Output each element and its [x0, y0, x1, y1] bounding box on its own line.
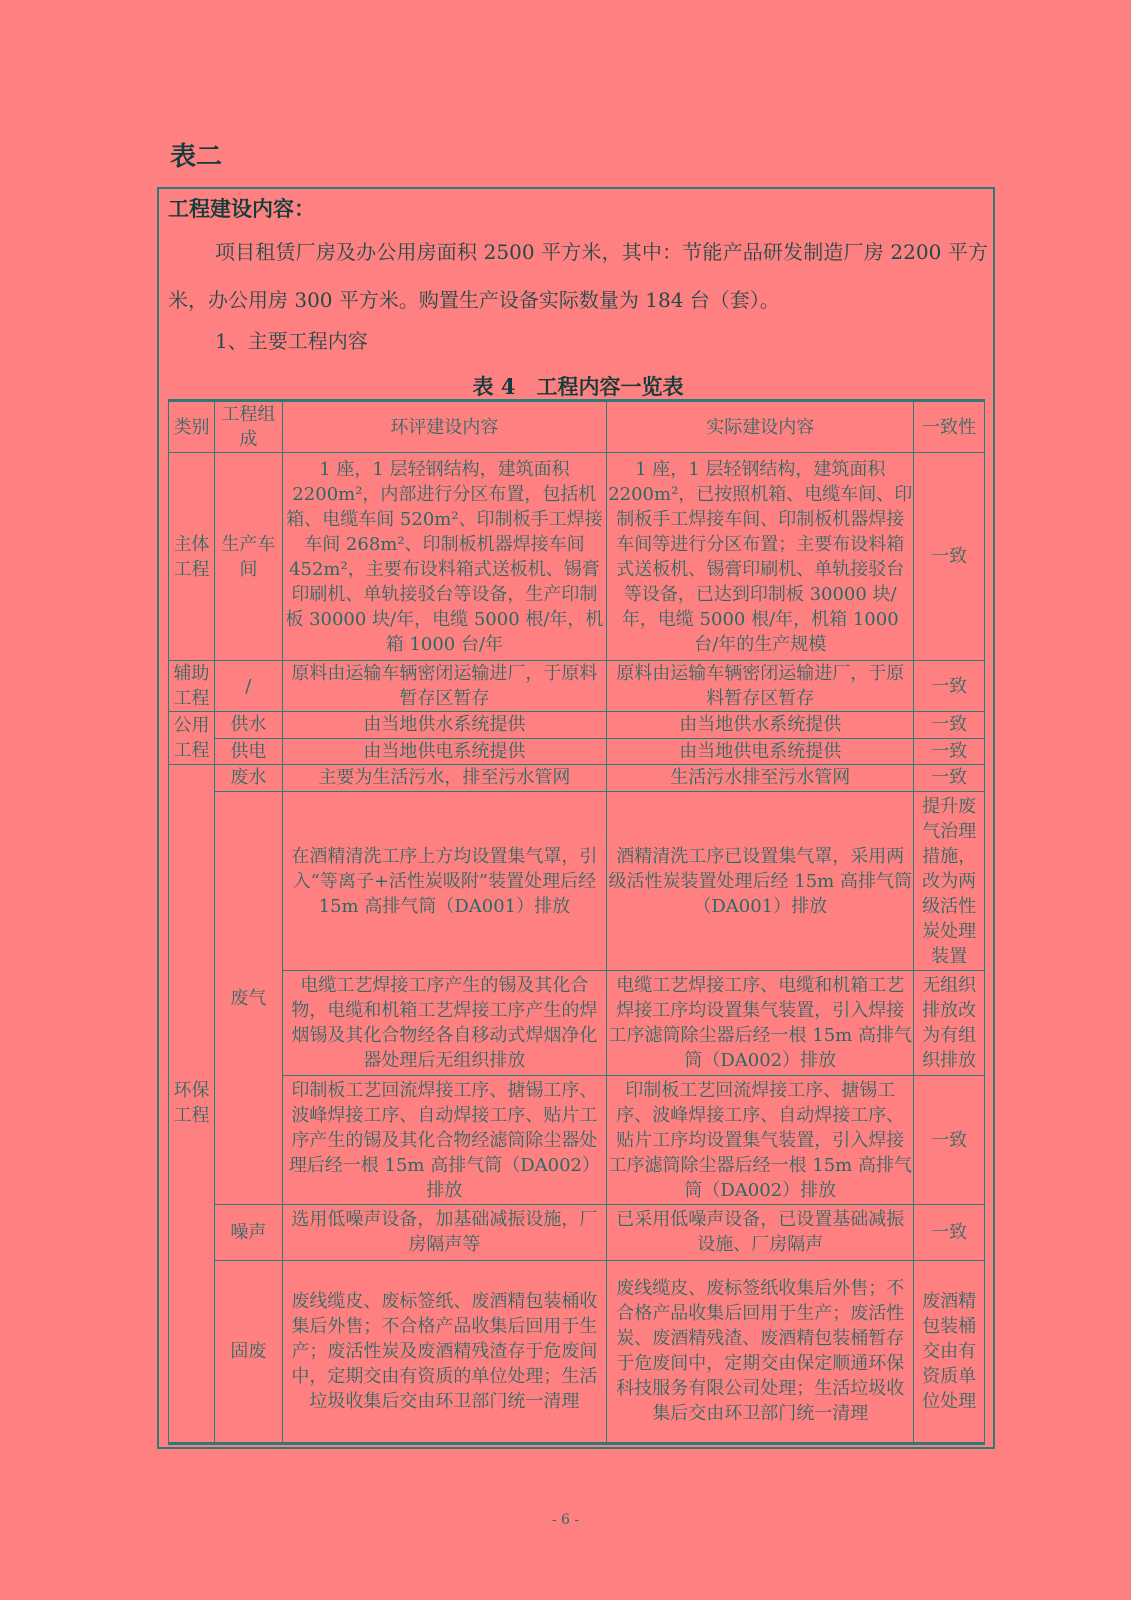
eia-content-cell: 由当地供电系统提供 [282, 738, 607, 764]
consistency-cell: 提升废气治理措施，改为两级活性炭处理装置 [914, 791, 985, 970]
eia-content-cell: 选用低噪声设备，加基础减振设施，厂房隔声等 [282, 1205, 607, 1260]
consistency-cell: 一致 [914, 764, 985, 791]
actual-content-cell: 废线缆皮、废标签纸收集后外售；不合格产品收集后回用于生产；废活性炭、废酒精残渣、废酒精包装桶暂存于危废间中，定期交由保定顺通环保科技服务有限公司处理；生活垃圾收集后交由环卫部门统一清理 [607, 1260, 914, 1443]
consistency-cell: 一致 [914, 1076, 985, 1205]
consistency-cell: 一致 [914, 712, 985, 738]
eia-content-cell: 由当地供水系统提供 [282, 712, 607, 738]
table-row [169, 791, 985, 970]
component-cell: 供电 [215, 738, 283, 764]
component-cell: 固废 [215, 1260, 283, 1443]
eia-content-cell: 电缆工艺焊接工序产生的锡及其化合物，电缆和机箱工艺焊接工序产生的焊烟锡及其化合物经各自移动式焊烟净化器处理后无组织排放 [282, 971, 607, 1076]
actual-content-cell: 生活污水排至污水管网 [607, 764, 914, 791]
table-row [169, 1076, 985, 1205]
actual-content-cell: 印制板工艺回流焊接工序、搪锡工序、波峰焊接工序、自动焊接工序、贴片工序均设置集气装置，引入焊接工序滤筒除尘器后经一根 15m 高排气筒（DA002）排放 [607, 1076, 914, 1205]
component-cell: 废水 [215, 764, 283, 791]
table-header-row [169, 401, 985, 453]
consistency-cell: 一致 [914, 1205, 985, 1260]
table-row [169, 971, 985, 1076]
table-row [169, 660, 985, 711]
consistency-cell: 废酒精包装桶交由有资质单位处理 [914, 1260, 985, 1443]
consistency-cell: 一致 [914, 453, 985, 661]
category-cell: 辅助工程 [169, 660, 215, 711]
table-row [169, 453, 985, 661]
project-summary-paragraph: 项目租赁厂房及办公用房面积 2500 平方米，其中：节能产品研发制造厂房 2200 平方米，办公用房 300 平方米。购置生产设备实际数量为 184 台（套）。 [168, 240, 988, 312]
component-cell: 废气 [215, 791, 283, 1204]
category-cell: 环保工程 [169, 764, 215, 1443]
eia-content-cell: 在酒精清洗工序上方均设置集气罩，引入“等离子+活性炭吸附”装置处理后经 15m 高排气筒（DA001）排放 [282, 791, 607, 970]
actual-content-cell: 由当地供电系统提供 [607, 738, 914, 764]
eia-content-cell: 废线缆皮、废标签纸、废酒精包装桶收集后外售；不合格产品收集后回用于生产；废活性炭及废酒精残渣存于危废间中，定期交由有资质的单位处理；生活垃圾收集后交由环卫部门统一清理 [282, 1260, 607, 1443]
actual-content-cell: 电缆工艺焊接工序、电缆和机箱工艺焊接工序均设置集气装置，引入焊接工序滤筒除尘器后经一根 15m 高排气筒（DA002）排放 [607, 971, 914, 1076]
header-consistency: 一致性 [914, 401, 985, 453]
component-cell: 噪声 [215, 1205, 283, 1260]
eia-content-cell: 印制板工艺回流焊接工序、搪锡工序、波峰焊接工序、自动焊接工序、贴片工序产生的锡及其化合物经滤筒除尘器处理后经一根 15m 高排气筒（DA002）排放 [282, 1076, 607, 1205]
header-component: 工程组成 [215, 401, 283, 453]
works-content-table [168, 399, 985, 1445]
table-row [169, 1205, 985, 1260]
component-cell: 生产车间 [215, 453, 283, 661]
header-actual-content: 实际建设内容 [607, 401, 914, 453]
actual-content-cell: 原料由运输车辆密闭运输进厂，于原料暂存区暂存 [607, 660, 914, 711]
table-row [169, 1260, 985, 1443]
actual-content-cell: 已采用低噪声设备，已设置基础减振设施、厂房隔声 [607, 1205, 914, 1260]
category-cell: 公用工程 [169, 712, 215, 764]
eia-content-cell: 原料由运输车辆密闭运输进厂，于原料暂存区暂存 [282, 660, 607, 711]
table-caption: 表 4 工程内容一览表 [472, 374, 684, 399]
consistency-cell: 一致 [914, 660, 985, 711]
table-row [169, 712, 985, 738]
component-cell: 供水 [215, 712, 283, 738]
construction-content-title: 工程建设内容： [168, 196, 315, 221]
main-works-subheading: 1、主要工程内容 [215, 329, 368, 353]
section-heading: 表二 [170, 142, 223, 172]
actual-content-cell: 酒精清洗工序已设置集气罩，采用两级活性炭装置处理后经 15m 高排气筒（DA001）排放 [607, 791, 914, 970]
table-row [169, 764, 985, 791]
category-cell: 主体工程 [169, 453, 215, 661]
page-number: - 6 - [551, 1512, 580, 1528]
actual-content-cell: 由当地供水系统提供 [607, 712, 914, 738]
header-eia-content: 环评建设内容 [282, 401, 607, 453]
actual-content-cell: 1 座，1 层轻钢结构，建筑面积 2200m²，已按照机箱、电缆车间、印制板手工焊接车间、印制板机器焊接车间等进行分区布置；主要布设料箱式送板机、锡膏印刷机、单轨接驳台等设备，已达到印制板 30000 块/年，电缆 5000 根/年，机箱 1000 台/年的生产规模 [607, 453, 914, 661]
table-row [169, 738, 985, 764]
component-cell: / [215, 660, 283, 711]
eia-content-cell: 1 座，1 层轻钢结构，建筑面积 2200m²，内部进行分区布置，包括机箱、电缆车间 520m²、印制板手工焊接车间 268m²、印制板机器焊接车间 452m²，主要布设料箱式送板机、锡膏印刷机、单轨接驳台等设备，生产印制板 30000 块/年，电缆 5000 根/年，机箱 1000 台/年 [282, 453, 607, 661]
consistency-cell: 一致 [914, 738, 985, 764]
header-category: 类别 [169, 401, 215, 453]
consistency-cell: 无组织排放改为有组织排放 [914, 971, 985, 1076]
eia-content-cell: 主要为生活污水，排至污水管网 [282, 764, 607, 791]
